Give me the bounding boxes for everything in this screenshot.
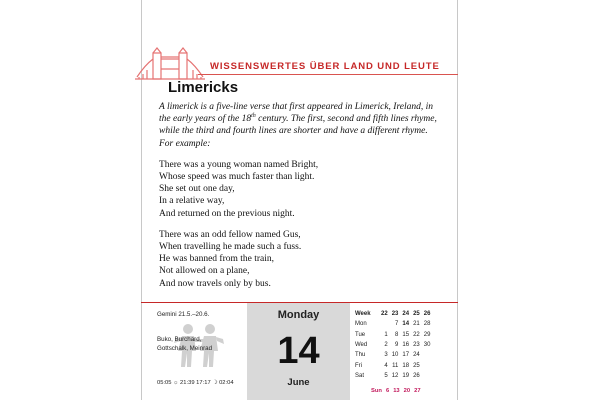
month-label: June <box>287 377 310 388</box>
poem-line: There was an odd fellow named Gus, <box>159 229 301 240</box>
category-heading: WISSENSWERTES ÜBER LAND UND LEUTE <box>210 61 440 72</box>
calendar-row: Wed 2 9 16 23 30 <box>355 341 431 348</box>
sun-moon-times: 05:05 ☼ 21:39 17:17 ☽ 02:04 <box>157 380 234 386</box>
limerick-2 <box>159 229 441 290</box>
month-table <box>355 309 432 395</box>
calendar-row: Fri 4 11 18 25 <box>355 362 420 369</box>
header-rule <box>198 74 458 75</box>
name-days: Buko, Burchard, Gottschalk, Meinrad <box>157 336 213 352</box>
poem-line: And now travels only by bus. <box>159 278 271 289</box>
day-number: 14 <box>277 330 320 372</box>
today-date: 14 <box>402 321 410 328</box>
poem-line: When travelling he made such a fuss. <box>159 242 302 253</box>
weekday-label: Monday <box>277 309 320 321</box>
zodiac-label: Gemini 21.5.–20.6. <box>157 311 210 318</box>
intro-paragraph: A limerick is a five-line verse that first appeared in Limerick, Ireland, in the early years of the 18th century. The first, second and fifth lines rhyme, while the third and fourth lines are shorter and have a different rhyme. For example: <box>159 102 437 149</box>
poem-line: There was a young woman named Bright, <box>159 159 319 170</box>
date-panel <box>247 303 350 400</box>
calendar-row: Sat 5 12 19 26 <box>355 373 420 380</box>
poem-line: She set out one day, <box>159 184 235 195</box>
poem-line: In a relative way, <box>159 196 225 207</box>
poem-line: And returned on the previous night. <box>159 208 295 219</box>
limerick-1 <box>159 159 441 220</box>
calendar-row: Tue 1 8 15 22 29 <box>355 331 431 338</box>
poem-line: He was banned from the train, <box>159 254 275 265</box>
poem-line: Not allowed on a plane, <box>159 266 250 277</box>
week-header-row: Week 22 23 24 25 26 <box>355 311 431 317</box>
mini-calendar <box>350 303 458 400</box>
calendar-row-sunday: Sun 6 13 20 27 <box>371 388 421 395</box>
article-body <box>159 101 441 299</box>
footer-info-panel <box>141 303 247 400</box>
calendar-row: Thu 3 10 17 24 <box>355 352 420 359</box>
poem-line: Whose speed was much faster than light. <box>159 172 315 183</box>
calendar-row: Mon 7 14 21 28 <box>355 319 432 329</box>
page-title: Limericks <box>168 79 239 96</box>
